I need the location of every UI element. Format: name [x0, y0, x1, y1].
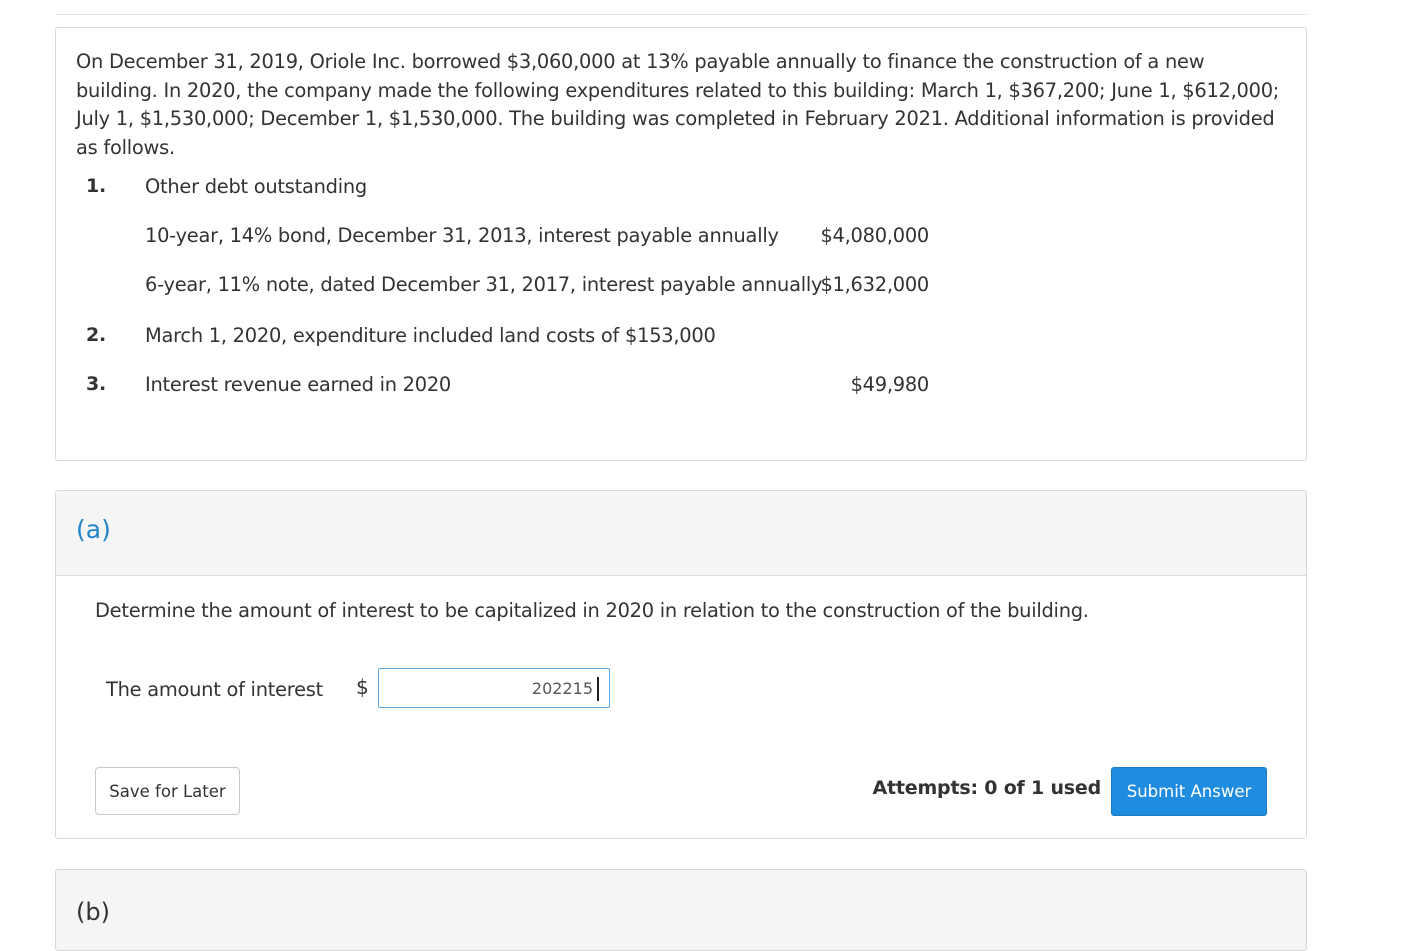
item-number: 1. — [86, 175, 106, 197]
item-label: March 1, 2020, expenditure included land costs of $153,000 — [145, 324, 716, 347]
item-label: 10-year, 14% bond, December 31, 2013, interest payable annually — [145, 224, 779, 247]
item-label: Other debt outstanding — [145, 175, 367, 198]
item-amount: $4,080,000 — [820, 224, 929, 247]
item-amount: $49,980 — [850, 373, 929, 396]
item-number: 3. — [86, 373, 106, 395]
part-b-card — [55, 869, 1307, 951]
interest-amount-input[interactable] — [378, 668, 610, 708]
item-number: 2. — [86, 324, 106, 346]
answer-label: The amount of interest — [106, 678, 323, 701]
item-label: Interest revenue earned in 2020 — [145, 373, 452, 396]
item-label: 6-year, 11% note, dated December 31, 2017, interest payable annually — [145, 273, 823, 296]
attempts-counter: Attempts: 0 of 1 used — [872, 777, 1101, 799]
submit-answer-button[interactable]: Submit Answer — [1111, 767, 1267, 816]
part-b-label: (b) — [76, 898, 110, 926]
top-divider — [55, 14, 1307, 15]
text-caret — [597, 677, 599, 701]
part-a-question: Determine the amount of interest to be capitalized in 2020 in relation to the construction of the building. — [95, 599, 1089, 622]
part-a-header — [56, 491, 1306, 576]
problem-statement: On December 31, 2019, Oriole Inc. borrowed $3,060,000 at 13% payable annually to finance the construction of a new building. In 2020, the company made the following expenditures related to this building: March 1, $367,200; June 1, $612,000; July 1, $1,530,000; December 1, $1,530,000. The building was completed in February 2021. Additional information is provided as follows. — [76, 50, 1280, 160]
item-amount: $1,632,000 — [820, 273, 929, 296]
save-for-later-button[interactable]: Save for Later — [95, 767, 240, 815]
part-a-label: (a) — [76, 515, 111, 544]
currency-symbol: $ — [356, 675, 369, 699]
problem-card — [55, 27, 1307, 461]
part-a-card — [55, 490, 1307, 839]
